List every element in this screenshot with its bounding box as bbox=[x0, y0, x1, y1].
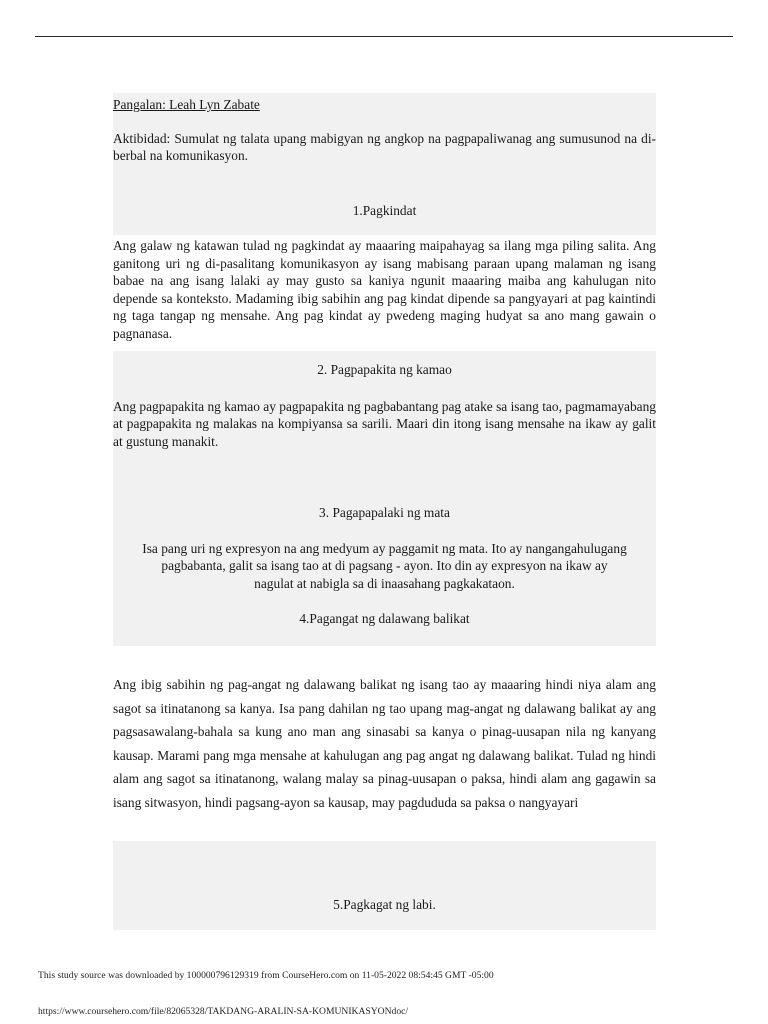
section-2-block bbox=[113, 351, 656, 451]
activity-instructions: Aktibidad: Sumulat ng talata upang mabigyan ng angkop na pagpapaliwanag ang sumusunod na di-berbal na komunikasyon. bbox=[113, 130, 656, 164]
student-name: Pangalan: Leah Lyn Zabate bbox=[113, 97, 260, 112]
source-url[interactable]: https://www.coursehero.com/file/82065328/TAKDANG-ARALIN-SA-KOMUNIKASYONdoc/ bbox=[38, 1006, 409, 1017]
section-2-body: Ang pagpapakita ng kamao ay pagpapakita ng pagbabantang pag atake sa isang tao, pagmamayabang at pagpapakita ng malakas na kompiyansa sa sarili. Maari din itong isang mensahe na ikaw ay galit at gustung manakit. bbox=[113, 398, 656, 449]
section-4-body-block bbox=[113, 673, 656, 814]
header-block bbox=[113, 93, 656, 235]
section-3-body: Isa pang uri ng expresyon na ang medyum ay paggamit ng mata. Ito ay nangangahulugang pagbabanta, galit sa isang tao at di pagsang - ayon. Ito din ay expresyon na ikaw ay nagulat at nabigla sa di inaasahang pagkakataon. bbox=[142, 540, 627, 591]
section-1-body-block bbox=[113, 237, 656, 343]
section-3-title: 3. Pagapapalaki ng mata bbox=[319, 505, 450, 520]
section-5-title: 5.Pagkagat ng labi. bbox=[333, 897, 436, 912]
section-4-body: Ang ibig sabihin ng pag-angat ng dalawang balikat ng isang tao ay maaaring hindi niya alam ang sagot sa itinatanong sa kanya. Isa pang dahilan ng tao upang mag-angat ng dalawang balikat ay ang pagsasawalang-bahala sa kung ano man ang sinasabi sa kanya o pinag-uusapan nila ng kanyang kausap. Marami pang mga mensahe at kahulugan ang pag angat ng dalawang balikat. Tulad ng hindi alam ang sagot sa itinatanong, walang malay sa pinag-uusapan o paksa, hindi alam ang gagawin sa isang sitwasyon, hindi pagsang-ayon sa kausap, may pagdududa sa paksa o nangyayari bbox=[113, 677, 656, 810]
section-1-title: 1.Pagkindat bbox=[352, 202, 417, 218]
section-5-block bbox=[113, 841, 656, 930]
download-note: This study source was downloaded by 100000796129319 from CourseHero.com on 11-05-2022 08:54:45 GMT -05:00 bbox=[38, 970, 494, 981]
section-1-body: Ang galaw ng katawan tulad ng pagkindat ay maaaring maipahayag sa ilang mga piling salita. Ang ganitong uri ng di-pasalitang komunikasyon ay isang mabisang paraan upang malaman ng isang babae na ang isang lalaki ay may gusto sa kaniya ngunit maaaring maiba ang kahulugan nito depende sa konteksto. Madaming ibig sabihin ang pag kindat dipende sa pangyayari at pag kaintindi ng taga tangap ng mensahe. Ang pag kindat ay pwedeng maging hudyat sa ano mang gawain o pagnanasa. bbox=[113, 238, 656, 341]
section-4-title: 4.Pagangat ng dalawang balikat bbox=[299, 611, 470, 627]
top-rule bbox=[35, 36, 733, 37]
section-2-title: 2. Pagpapakita ng kamao bbox=[317, 362, 452, 377]
section-3-block bbox=[113, 451, 656, 646]
